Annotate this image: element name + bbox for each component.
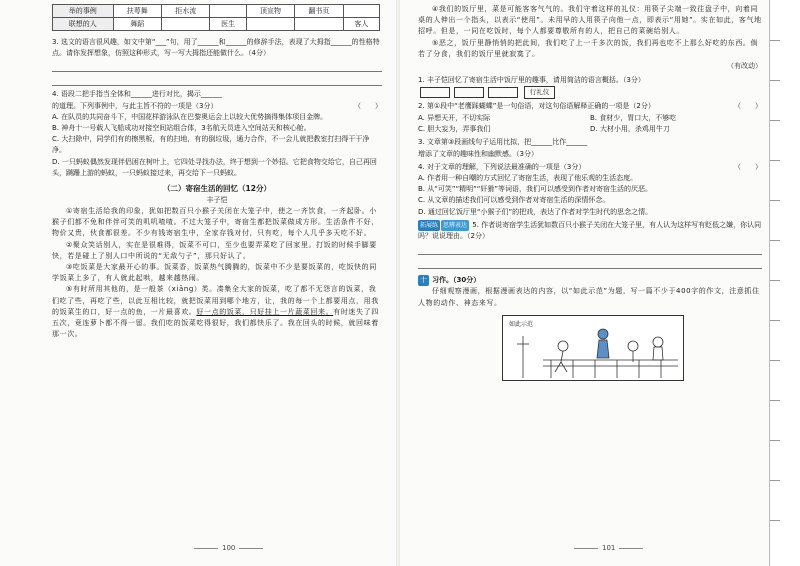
comic-caption: 如此示范: [509, 320, 534, 328]
question-4: 4. 语段二把手指当全体和______进行对比，揭示______: [52, 90, 222, 99]
table-cell: 翻书页: [295, 5, 343, 18]
answer-paren[interactable]: （ ）: [734, 102, 762, 111]
table-cell: 拒水流: [161, 5, 209, 18]
option-d: D. 大材小用，杀鸡用牛刀: [590, 125, 670, 134]
option-d: D. 一只蚂蚁偶然发现伴侣困在树叶上，它四处寻找办法，终于想到一个妙招。它把食物交给它，自己再回头，蹒跚上游的蚂蚁，一只蚂蚁接过来，再交给下一只蚂蚁。: [52, 157, 377, 177]
source-note: （有改动）: [727, 62, 762, 71]
q1-boxes: [418, 86, 762, 99]
question-4-cont: 的道理。下列事例中，与此主旨不符的一项是（3分） （ ）: [52, 101, 382, 112]
table-cell: [161, 18, 209, 31]
answer-line[interactable]: [418, 244, 762, 255]
table-cell: 顶宣物: [246, 5, 294, 18]
question-3-cont: 增添了文章的趣味性和幽默感。（3分）: [418, 149, 538, 158]
option-b: B. 神舟十一号载人飞船成功对接空间站组合体，3名航天员进入空间站天和核心舱。: [52, 124, 311, 133]
article-author: 丰子恺: [206, 196, 228, 205]
answer-box[interactable]: [488, 87, 518, 98]
table-cell: [343, 5, 379, 18]
option-d: D. 通过回忆饭厅里“小猴子们”的把戏，表达了作者对学生时代的思念之情。: [418, 207, 653, 216]
ruler-tick: [770, 320, 780, 321]
ruler-tick: [770, 400, 780, 401]
question-3: 3. 选文的语言很风趣，如文中第“___”句，用了______和______的修辞手法，表现了大拇指______的性格特点。请你发挥想象，仿照这种形式，写一写大拇指还能做什么。（4分）: [52, 38, 380, 58]
underlined-sentence: 好一点的饭菜，只好挂上一片蔬菜回来。: [196, 307, 334, 316]
ruler-tick: [770, 80, 780, 81]
option-c: C. 大扫除中，同学们有的擦黑板，有的扫地，有的倒垃圾，通力合作，不一会儿就把教室打扫得干干净净。: [52, 135, 370, 155]
question-4: 4. 对于文章的理解，下列说法最准确的一项是（3分） （ ）: [418, 162, 762, 173]
tag-badge: 拓展练: [418, 220, 440, 231]
ruler-tick: [770, 40, 780, 41]
question-5: 拓展练 思辨表达 5. 作者说寄宿学生活犹如数百只小猴子关闭在大笼子里，有人认为这样写有贬低之嫌，你认同吗？说说理由。（2分）: [418, 220, 762, 241]
table-cell: 舞蹈: [113, 18, 161, 31]
paragraph-5: ⑤有时所用其他的，是一般茶（xiāng）类。凑集全大家的饭菜，吃了都不无怨言的饭菜，我们吃了些，再吃了些，以此互相比较，就把饭菜用到哪个地方，让，我的每一个上都要用点，用我的饭菜生的口，好一点的鱼，一片最喜欢。好一点的饭菜，只好挂上一片蔬菜回来。有时迷失了四五次，竟连萝卜都不得一留。我们吃的饭菜吃得很好，我们都快乐了。我在回头的时候，就回味着那一次。: [52, 285, 379, 339]
option-a: A. 作者用一种自嘲的方式回忆了寄宿生活，表现了他乐观的生活态度。: [418, 174, 638, 183]
table-cell: 客人: [343, 18, 379, 31]
ruler-tick: [770, 360, 780, 361]
options-row: [418, 124, 762, 135]
answer-line[interactable]: [418, 258, 762, 269]
answer-paren[interactable]: （ ）: [734, 162, 762, 171]
question-3: 3. 文章第③段画线句子运用比拟，把______比作______: [418, 138, 588, 147]
paragraph-2: ②聚众笑话别人，实在是很难得，饭菜不可口，至少也要弄菜吃了回家里。打饭的时候手脚要快，若是碰上了别人口中所说的“无敌勺子”，那只好认了。: [52, 240, 377, 260]
ruler-tick: [770, 520, 780, 521]
answer-box[interactable]: [420, 87, 450, 98]
ruler-tick: [770, 280, 780, 281]
ruler-tick: [770, 480, 780, 481]
margin-ruler: [769, 0, 800, 566]
table-cell: [295, 18, 343, 31]
tag-badge: 思辨表达: [441, 220, 469, 231]
table-cell: [246, 18, 294, 31]
answer-line[interactable]: [52, 61, 382, 72]
ruler-tick: [770, 440, 780, 441]
page-number: 100: [190, 544, 267, 552]
comic-illustration: [502, 315, 684, 381]
ruler-tick: [770, 200, 780, 201]
option-c: C. 从文章的描述我们可以感受到作者对寄宿生活的深情怀念。: [418, 196, 610, 205]
option-c: C. 胆大妄为，弄事我们: [418, 125, 491, 134]
paragraph-5-end: ⑤恶之，饭厅里静悄悄的把此间，我们吃了上一千多次的饭，我们再也吃不上那么好吃的东西。倘若了分食，我们的饭厅里就寂寞了。: [418, 38, 759, 58]
example-table: [52, 4, 380, 31]
option-b: B. 食材少，胃口大，不够吃: [590, 113, 677, 122]
page-number: 101: [570, 544, 647, 552]
table-cell: [210, 5, 246, 18]
answer-box-filled: 行礼仪: [524, 86, 556, 99]
table-cell: 联想的人: [53, 18, 114, 31]
paragraph-4: ④我们的饭厅里，菜是可能客客气气的。我们守着这样的礼仪：用筷子尖端一致往盘子中，向着同桌的人伸出一个指头，以表示“使用”。未用早的人用筷子向他一点，即表示“用她”。实在如此，客气地招呼。但是，一同在吃饭时，每个人都要尊敬所有的人，把自己的菜碗给别人。: [418, 5, 762, 36]
answer-line[interactable]: [52, 75, 382, 86]
section-title: （二）寄宿生活的回忆（12分）: [163, 184, 271, 194]
option-a: A. 异想天开，不切实际: [418, 113, 491, 122]
options-row: [418, 113, 762, 124]
answer-box[interactable]: [454, 87, 484, 98]
table-row: [53, 5, 380, 18]
section-number-badge: 十: [420, 276, 427, 285]
option-b: B. 从“可笑”“精明”“奸猾”等词语，我们可以感受到作者对寄宿生活的厌恶。: [418, 185, 653, 194]
table-cell: 扶萼舞: [113, 5, 161, 18]
essay-heading: 十 习作。（30分）: [420, 276, 481, 285]
table-row: [53, 18, 380, 31]
ruler-tick: [770, 240, 780, 241]
question-2: 2. 第①段中“老鹰踩蝴蝶”是一句俗语，对这句俗语解释正确的一项是（2分） （ ）: [418, 101, 762, 112]
ruler-tick: [770, 160, 780, 161]
question-1: 1. 丰子恺回忆了寄宿生活中饭厅里的趣事，请用简洁的语言概括。（3分）: [418, 76, 645, 85]
option-a: A. 在队员的共同奋斗下，中国花样游泳队在巴黎奥运会上以较大优势摘得集体项目金牌。: [52, 112, 328, 121]
paragraph-1: ①寄宿生活给我的印象，犹如把数百只小猴子关闭在大笼子中，使之一齐饮食，一齐起卧。小猴子们都不免和伴伴可笑的叽叽喳喳。不过大笼子中，寄宿生都把饭菜做成方形。生活条件不好，物价又贵，伙食都很差。不少有钱寄宿生中，全家存钱对付，只有吃，每个人几乎多天吃不好。: [52, 207, 379, 238]
left-page: [0, 0, 396, 566]
paragraph-3: ③吃饭菜是大家最开心的事。饭菜香，饭菜热气腾腾的，饭菜中不少是要饭菜的，吃饭快的同学饭菜上多了，有人就此起哄，越来越热闹。: [52, 263, 377, 283]
ruler-tick: [770, 120, 780, 121]
answer-paren[interactable]: （ ）: [354, 101, 382, 110]
table-cell: 医生: [210, 18, 246, 31]
table-cell: 举的事例: [53, 5, 114, 18]
right-page: [400, 0, 770, 566]
essay-instruction: 仔细观察漫画，根据漫画表达的内容，以“如此示范”为题，写一篇不少于400字的作文，注意抓住人物的动作、神态来写。: [418, 287, 760, 307]
